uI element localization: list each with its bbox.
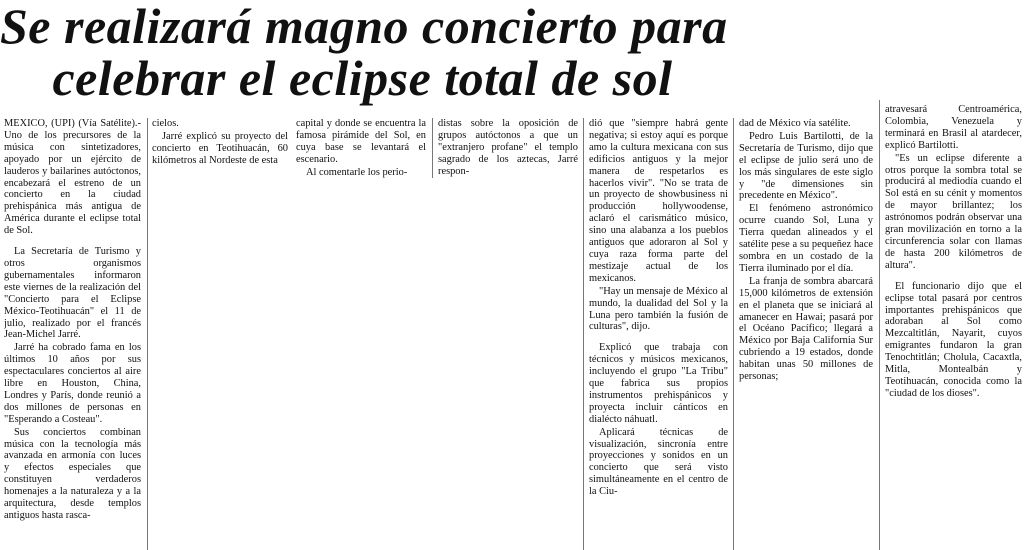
paragraph: distas sobre la oposición de grupos autóctonos a que un "extranjero profane" el templo sagrado de los aztecas, Jarré respon- <box>438 118 578 177</box>
paragraph: "Hay un mensaje de México al mundo, la dualidad del Sol y la Luna pero también la fusión de culturas", dijo. <box>589 285 728 333</box>
paragraph: capital y donde se encuentra la famosa pirámide del Sol, en cuya base se levantará el escenario. <box>296 118 426 165</box>
paragraph: dió que "siempre habrá gente negativa; si estoy aquí es porque amo la cultura mexicana con sus edificios antiguos y la mejor manera de respetarlos es hacerlos vivir". "No se trata de un proyecto de showbusiness ni producción hollywoodense, aclaró el carismático músico, sino una alabanza a los pueblos antiguos que adoraron al Sol y cuya raza forma parte del mestizaje actual de los mexicanos. <box>589 118 728 284</box>
paragraph: Pedro Luis Bartilotti, de la Secretaría de Turismo, dijo que el eclipse de julio será uno de los más singulares de este siglo y "de dimensiones sin precedente en México". <box>739 130 873 202</box>
paragraph: Sus conciertos combinan música con la tecnología más avanzada en armonía con luces y efectos especiales que constituyen verdaderos homenajes a la naturaleza y a la arquitectura, desde templos antiguos hasta rasca- <box>4 426 141 521</box>
paragraph: Jarré ha cobrado fama en los últimos 10 años por sus espectaculares conciertos al aire libre en Houston, China, Londres y París, donde reunió a dos millones de personas en "Esperando a Costeau". <box>4 342 141 425</box>
article-column-2 <box>152 118 288 188</box>
headline <box>0 0 728 108</box>
headline-line-2: celebrar el eclipse total de sol <box>52 50 673 106</box>
article-column-6 <box>739 118 873 550</box>
paragraph: "Es un eclipse diferente a otros porque la sombra total se producirá al mediodía cuando el Sol está en su cénit y momentos de mayor brillantez; los astrónomos podrán observar una gran movilización en torno a la circunferencia solar con llamas de hasta 200 kilómetros de altura". <box>885 152 1022 271</box>
column-divider <box>733 118 734 550</box>
paragraph: Jarré explicó su proyecto del concierto en Teotihuacán, 60 kilómetros al Nordeste de esta <box>152 130 288 166</box>
article-column-3 <box>296 118 426 188</box>
paragraph: La Secretaría de Turismo y otros organismos gubernamentales informaron este viernes de la realización del "Concierto para el Eclipse México-Teotihuacán" el 11 de julio, realizado por el francés Jean-Michel Jarré. <box>4 246 141 341</box>
article-column-5 <box>589 118 728 550</box>
paragraph: atravesará Centroamérica, Colombia, Venezuela y terminará en Brasil al atardecer, explicó Bartilotti. <box>885 104 1022 151</box>
column-divider <box>147 118 148 550</box>
paragraph: Aplicará técnicas de visualización, sincronía entre proyecciones y sonidos en un concierto que será visto simultáneamente en el centro de la Ciu- <box>589 426 728 498</box>
column-divider <box>583 118 584 550</box>
paragraph: La franja de sombra abarcará 15,000 kilómetros de extensión en el planeta que se iniciará al amanecer en Hawai; pasará por el Océano Pacífico; llegará a México por Baja California Sur cubriendo a 19 estados, donde habitan unas 50 millones de personas; <box>739 275 873 383</box>
headline-line-1: Se realizará magno concierto para <box>0 0 728 54</box>
paragraph: cielos. <box>152 118 179 129</box>
paragraph: El funcionario dijo que el eclipse total pasará por centros importantes prehispánicos que adoraban al Sol como Mezcaltitlán, Nayarit, cuyos emigrantes fundaron la gran Tenochtitlán; Cholula, Cacaxtla, Mitla, Montealbán y Teotihuacán, conocida como la "ciudad de los dioses". <box>885 280 1022 399</box>
article-column-4 <box>438 118 578 188</box>
paragraph: El fenómeno astronómico ocurre cuando Sol, Luna y Tierra quedan alineados y el satélite pese a su pequeñez hace sombra en un costado de la Tierra iluminado por el día. <box>739 203 873 274</box>
paragraph: MEXICO, (UPI) (Vía Satélite).- Uno de los precursores de la música con sintetizadores, apoyado por un ejército de lauderos y bailarines autóctonos, encabezará el estreno de un concierto en la ciudad prehispánica más antigua de América durante el eclipse total de Sol. <box>4 118 141 237</box>
paragraph: dad de México vía satélite. <box>739 118 851 129</box>
article-column-1 <box>4 118 141 550</box>
paragraph: Explicó que trabaja con técnicos y músicos mexicanos, incluyendo el grupo "La Tribu" que fabrica sus propios instrumentos prehispánicos y proyecta incluir cánticos en dialécto náhuatl. <box>589 342 728 425</box>
column-divider <box>879 100 880 550</box>
column-divider <box>432 118 433 178</box>
article-column-7 <box>885 104 1022 550</box>
paragraph: Al comentarle los perio- <box>306 166 408 178</box>
